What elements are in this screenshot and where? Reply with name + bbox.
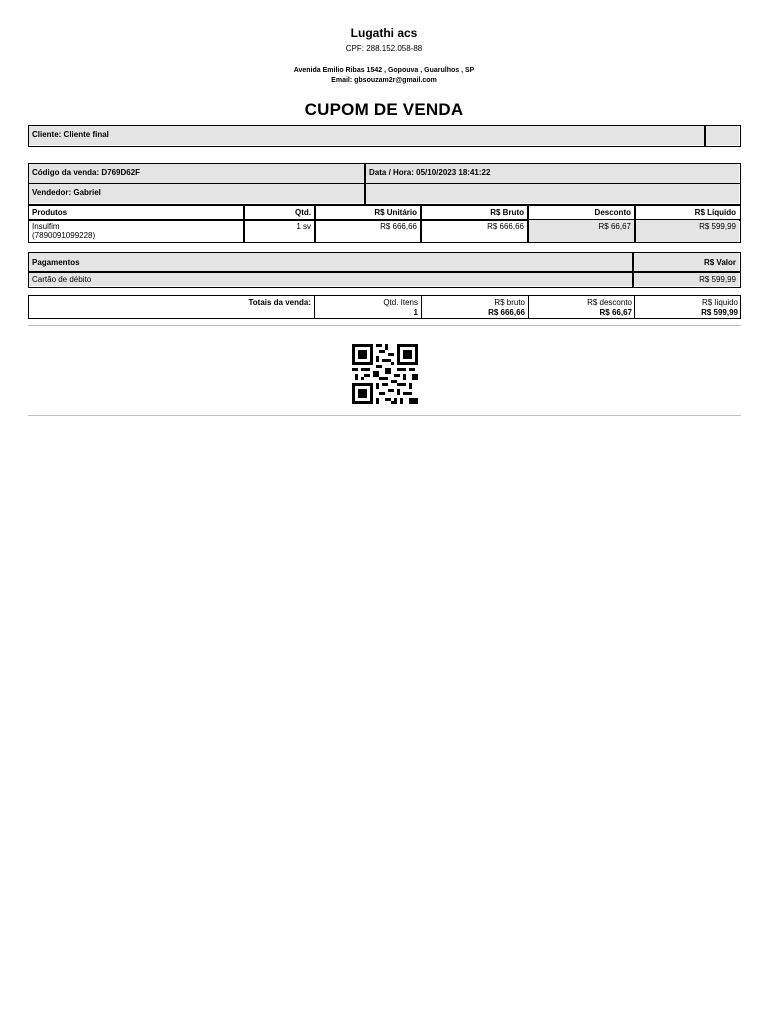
product-net: R$ 599,99 [635,220,739,242]
document-title: CUPOM DE VENDA [304,100,464,119]
sale-datetime: Data / Hora: 05/10/2023 18:41:22 [366,164,739,183]
totals-discount-value: R$ 66,67 [599,308,632,317]
products-header-name: Produtos [32,208,68,217]
totals-discount-label: R$ desconto [587,298,632,307]
totals-net-value: R$ 599,99 [701,308,738,317]
totals-table [28,295,741,319]
client-box [28,125,741,147]
separator-line-bottom [28,415,741,416]
separator-line-top [28,325,741,326]
totals-gross-label: R$ bruto [494,298,525,307]
products-header-qty: Qtd. [295,208,311,217]
products-header-net: R$ Líquido [694,208,736,217]
product-name: Insulfim [32,222,60,231]
payments-header-label: Pagamentos [29,253,632,271]
products-table [28,205,741,243]
qr-code [352,344,418,404]
products-header-unit: R$ Unitário [374,208,417,217]
sale-seller: Vendedor: Gabriel [29,184,364,203]
totals-items-label: Qtd. Itens [383,298,418,307]
store-address: Avenida Emilio Ribas 1542 , Gopouva , Guarulhos , SP [293,67,475,74]
payment-method: Cartão de débito [29,273,632,286]
totals-items-value: 1 [413,308,418,317]
product-discount: R$ 66,67 [528,220,634,242]
product-qty: 1 sv [296,222,311,231]
product-name-cell [29,220,243,242]
payments-table [28,252,741,288]
sale-empty-cell [366,184,739,203]
payment-value: R$ 599,99 [634,273,739,286]
client-extra-cell [706,126,739,145]
payments-header-value: R$ Valor [634,253,739,271]
product-gross: R$ 666,66 [487,222,524,231]
totals-gross-value: R$ 666,66 [488,308,525,317]
client-label: Cliente: Cliente final [29,126,704,145]
store-cpf: CPF: 288.152.058-88 [345,44,423,53]
product-code: (7890091099228) [32,231,96,240]
totals-label: Totais da venda: [248,298,311,307]
totals-net-label: R$ líquido [701,298,738,307]
store-name: Lugathi acs [350,26,418,40]
product-unit-price: R$ 666,66 [380,222,417,231]
sale-code: Código da venda: D769D62F [29,164,364,183]
products-header-discount: Desconto [594,208,631,217]
products-header-gross: R$ Bruto [490,208,524,217]
store-email: Email: gbsouzam2r@gmail.com [331,77,437,84]
sale-info-box [28,163,741,205]
